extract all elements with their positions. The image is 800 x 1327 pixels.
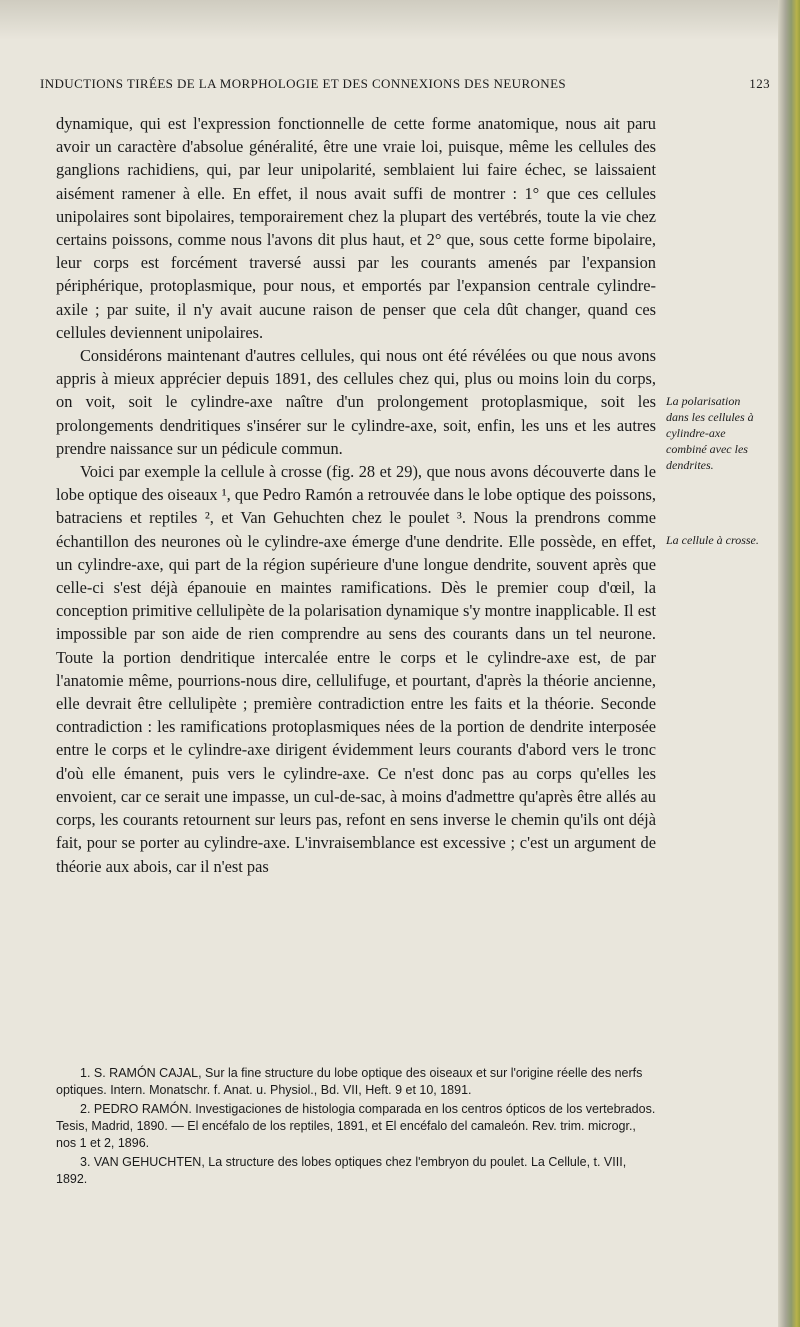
body-text [56, 112, 656, 878]
page-number: 123 [749, 76, 770, 91]
margin-note-cellule-crosse: La cellule à crosse. [666, 533, 759, 547]
footnote-1: 1. S. RAMÓN CAJAL, Sur la fine structure du lobe optique des oiseaux et sur l'origine réelle des nerfs optiques. Intern. Monatschr. f. Anat. u. Physiol., Bd. VII, Heft. 9 et 10, 1891. [56, 1066, 643, 1097]
footnote-3: 3. VAN GEHUCHTEN, La structure des lobes optiques chez l'embryon du poulet. La Cellule, t. VIII, 1892. [56, 1155, 627, 1186]
page-shadow [0, 0, 800, 40]
footnote-2: 2. PEDRO RAMÓN. Investigaciones de histologia comparada en los centros ópticos de los vertebrados. Tesis, Madrid, 1890. — El encéfalo de los reptiles, 1891, et El encéfalo del camaleón. Rev. trim. microgr., nos 1 et 2, 1896. [56, 1102, 656, 1150]
margin-note-polarisation: La polarisation dans les cellules à cylindre-axe combiné avec les dendrites. [666, 394, 754, 472]
footnotes [56, 1065, 656, 1190]
book-page-edge [778, 0, 800, 1327]
header-title: INDUCTIONS TIRÉES DE LA MORPHOLOGIE ET DES CONNEXIONS DES NEURONES [40, 76, 567, 91]
paragraph-2: Considérons maintenant d'autres cellules, qui nous ont été révélées ou que nous avons appris à mieux apprécier depuis 1891, des cellules chez qui, plus ou moins loin du corps, on voit, soit le cylindre-axe naître d'un prolongement protoplasmique, soit les prolongements dendritiques s'insérer sur le cylindre-axe, soit, enfin, les uns et les autres prendre naissance sur un pédicule commun. [56, 346, 656, 458]
running-header [40, 76, 770, 92]
paragraph-3: Voici par exemple la cellule à crosse (fig. 28 et 29), que nous avons découverte dans le lobe optique des oiseaux ¹, que Pedro Ramón a retrouvée dans le lobe optique des poissons, batraciens et reptiles ², et Van Gehuchten chez le poulet ³. Nous la prendrons comme échantillon des neurones où le cylindre-axe émerge d'une dendrite. Elle possède, en effet, un cylindre-axe, qui part de la région supérieure d'une longue dendrite, souvent après que celle-ci s'est déjà épanouie en maintes ramifications. Dès le premier coup d'œil, la conception primitive cellulipète de la polarisation dynamique s'y montre inapplicable. Il est impossible par son aide de rien comprendre au sens des courants dans un tel neurone. Toute la portion dendritique intercalée entre le corps et le cylindre-axe est, de par l'anatomie même, pourrions-nous dire, cellulifuge, et pourtant, d'après la théorie ancienne, elle devrait être cellulipète ; première contradiction entre les faits et la théorie. Seconde contradiction : les ramifications protoplasmiques nées de la portion de dendrite interposée entre le corps et le cylindre-axe dirigent évidemment leurs courants d'abord vers le tronc d'où elle émanent, puis vers le cylindre-axe. Ce n'est donc pas au corps qu'elles les envoient, car ce serait une impasse, un cul-de-sac, à moins d'admettre qu'après être allés au corps, les courants retournent sur leurs pas, refont en sens inverse le chemin qu'ils ont déjà fait, pour se porter au cylindre-axe. L'invraisemblance est excessive ; c'est un argument de théorie aux abois, car il n'est pas [56, 462, 656, 876]
paragraph-1: dynamique, qui est l'expression fonctionnelle de cette forme anatomique, nous ait paru avoir un caractère d'absolue généralité, être une vraie loi, puisque, même les cellules des ganglions rachidiens, qui, par leur unipolarité, semblaient lui faire échec, se laissaient aisément ramener à elle. En effet, il nous avait suffi de montrer : 1° que ces cellules unipolaires sont bipolaires, temporairement chez la plupart des vertébrés, toute la vie chez certains poissons, comme nous l'avons dit plus haut, et 2° que, sous cette forme bipolaire, leur corps est forcément traversé aussi par les courants amenés par l'expansion périphérique, protoplasmique, pour nous, et emportés par l'expansion centrale cylindre-axile ; par suite, il n'y avait aucune raison de penser que cela dût changer, quand ces cellules deviennent unipolaires. [56, 114, 656, 342]
